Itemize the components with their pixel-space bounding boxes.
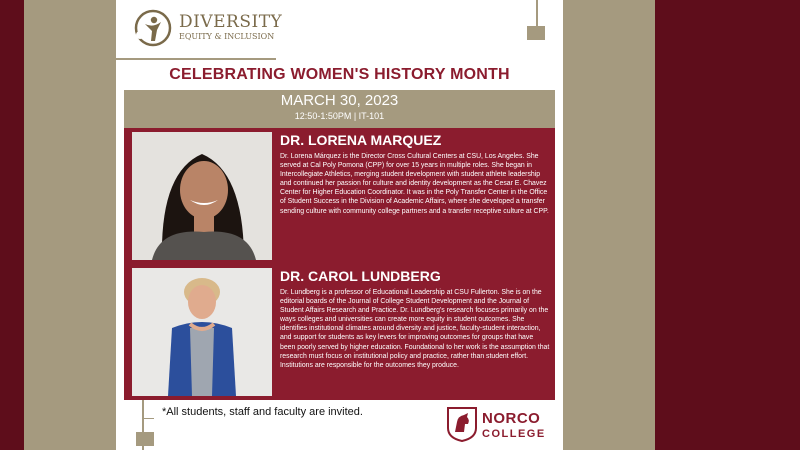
background-right-tan (563, 0, 655, 450)
speaker-name: DR. LORENA MARQUEZ (280, 132, 442, 148)
norco-college-logo (446, 404, 556, 448)
background-left-maroon (0, 0, 24, 450)
logo-title: DIVERSITY (179, 12, 283, 32)
speaker-bio-marquez (280, 132, 550, 216)
event-flyer (116, 0, 563, 450)
event-time-location: 12:50-1:50PM | IT-101 (294, 111, 385, 121)
speaker-photo-marquez (132, 132, 272, 260)
decorative-divider (116, 58, 276, 60)
event-title: CELEBRATING WOMEN'S HISTORY MONTH (169, 66, 510, 83)
speakers-panel (124, 128, 555, 400)
logo-subtitle: EQUITY & INCLUSION (179, 32, 275, 41)
diversity-logo (133, 8, 293, 48)
speaker-photo-lundberg (132, 268, 272, 396)
speaker-bio-text: Dr. Lorena Márquez is the Director Cross Cultural Centers at CSU, Los Angeles. She served at Cal Poly Pomona (CPP) for over 15 years in multiple roles. She began in Intercollegiate Athletics, merging student development with student athlete leadership and continued her passion for culture and identity development as the Cesar E. Chavez Center for Higher Education Coordinator. It was in the Poly Transfer Center in the Office of Student Success in the Division of Academic Affairs, where she developed a transfer sending culture with community college partners and a transfer receptive culture at CPP. (280, 153, 549, 215)
event-date: MARCH 30, 2023 (280, 92, 399, 109)
decorative-tick (144, 418, 154, 419)
decorative-square (136, 432, 154, 446)
college-subtitle: COLLEGE (482, 428, 546, 440)
background-right-maroon (655, 0, 800, 450)
decorative-line (536, 0, 538, 26)
mustang-icon (446, 406, 478, 442)
diversity-figure-icon (133, 8, 173, 48)
speaker-name: DR. CAROL LUNDBERG (280, 268, 441, 284)
invitation-note: *All students, staff and faculty are invited. (162, 406, 363, 418)
background-left-tan (24, 0, 116, 450)
decorative-square (527, 26, 545, 40)
speaker-bio-text: Dr. Lundberg is a professor of Educational Leadership at CSU Fullerton. She is on the editorial boards of the Journal of College Student Development and the Journal of Student Affairs Research and Practice. Dr. Lundberg's research focuses primarily on the ways colleges and universities can create more equity in student outcomes. She identifies institutional climates around diversity and justice, faculty-student interaction, and support for students as key levers for improving outcomes for groups that have been poorly served by higher education. Foundational to her work is the assumption that research must focus on institutional policy and practice, rather than student effort. Institutions are responsible for the outcomes they produce. (280, 289, 550, 369)
date-banner (124, 90, 555, 128)
college-name: NORCO (482, 410, 541, 427)
speaker-bio-lundberg (280, 268, 550, 370)
